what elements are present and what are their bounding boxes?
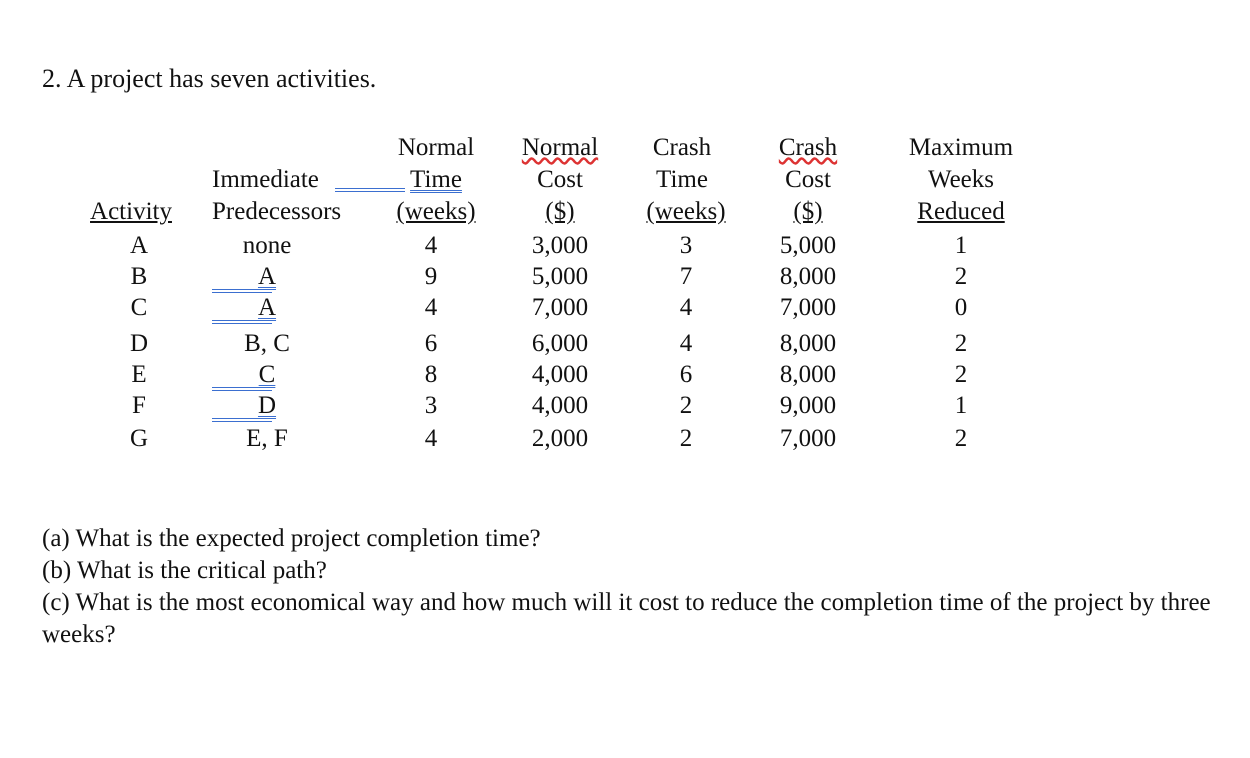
header-activity: Activity <box>90 198 172 225</box>
cell-normal-time: 4 <box>424 232 438 259</box>
header-max-weeks-1: Maximum <box>908 134 1014 161</box>
cell-predecessor: E, F <box>246 425 288 452</box>
cell-normal-cost: 6,000 <box>531 330 589 357</box>
question-a: (a) What is the expected project completion time? <box>42 525 541 552</box>
header-normal-time-1: Normal <box>397 134 475 161</box>
cell-normal-cost: 7,000 <box>531 294 589 321</box>
header-crash-cost-3: ($) <box>793 198 823 225</box>
cell-activity: F <box>132 392 146 419</box>
cell-crash-cost: 7,000 <box>779 425 837 452</box>
cell-activity: E <box>131 361 147 388</box>
cell-normal-cost: 4,000 <box>531 392 589 419</box>
cell-crash-time: 6 <box>679 361 693 388</box>
cell-normal-time: 9 <box>424 263 438 290</box>
predecessor-double-line <box>212 418 272 422</box>
predecessor-text: A <box>257 263 277 290</box>
predecessor-text: D <box>257 392 277 419</box>
header-crash-cost-1: Crash <box>778 134 838 161</box>
question-b: (b) What is the critical path? <box>42 557 327 584</box>
cell-activity: C <box>130 294 148 321</box>
cell-crash-time: 2 <box>679 425 693 452</box>
predecessor-text: A <box>257 294 277 321</box>
cell-max-weeks: 1 <box>954 232 968 259</box>
header-crash-time-2: Time <box>656 166 708 193</box>
question-c: (c) What is the most economical way and how much will it cost to reduce the completion time of the project by three weeks? <box>42 589 1211 648</box>
cell-crash-cost: 8,000 <box>779 361 837 388</box>
header-crash-time-3: (weeks) <box>646 198 726 225</box>
problem-title: 2. A project has seven activities. <box>42 64 377 93</box>
questions <box>42 523 1222 651</box>
header-crash-cost-2: Cost <box>785 166 831 193</box>
cell-normal-cost: 4,000 <box>531 361 589 388</box>
cell-normal-time: 4 <box>424 425 438 452</box>
cell-normal-time: 3 <box>424 392 438 419</box>
cell-max-weeks: 0 <box>954 294 968 321</box>
cell-crash-cost: 7,000 <box>779 294 837 321</box>
header-crash-time-1: Crash <box>652 134 712 161</box>
header-max-weeks-3: Reduced <box>917 198 1005 225</box>
cell-normal-time: 4 <box>424 294 438 321</box>
header-normal-time-3: (weeks) <box>396 198 476 225</box>
cell-max-weeks: 2 <box>954 425 968 452</box>
cell-max-weeks: 1 <box>954 392 968 419</box>
cell-activity: D <box>129 330 149 357</box>
cell-normal-time: 8 <box>424 361 438 388</box>
cell-normal-cost: 5,000 <box>531 263 589 290</box>
header-predecessors: Predecessors <box>212 198 342 225</box>
cell-crash-cost: 8,000 <box>779 263 837 290</box>
cell-max-weeks: 2 <box>954 330 968 357</box>
cell-crash-time: 7 <box>679 263 693 290</box>
cell-activity: G <box>129 425 149 452</box>
header-normal-time-2: Time <box>410 166 462 193</box>
cell-crash-time: 2 <box>679 392 693 419</box>
cell-crash-cost: 9,000 <box>779 392 837 419</box>
cell-max-weeks: 2 <box>954 361 968 388</box>
cell-max-weeks: 2 <box>954 263 968 290</box>
cell-crash-time: 4 <box>679 330 693 357</box>
cell-activity: B <box>130 263 148 290</box>
cell-crash-time: 3 <box>679 232 693 259</box>
cell-normal-cost: 2,000 <box>531 425 589 452</box>
header-immediate: Immediate <box>212 166 319 193</box>
cell-activity: A <box>129 232 149 259</box>
cell-crash-cost: 8,000 <box>779 330 837 357</box>
header-normal-cost-3: ($) <box>545 198 575 225</box>
header-normal-cost-1: Normal <box>521 134 599 161</box>
cell-normal-time: 6 <box>424 330 438 357</box>
cell-normal-cost: 3,000 <box>531 232 589 259</box>
header-normal-cost-2: Cost <box>537 166 583 193</box>
cell-predecessor: B, C <box>244 330 290 357</box>
predecessor-text: C <box>258 361 276 388</box>
predecessor-double-line <box>212 320 272 324</box>
cell-crash-time: 4 <box>679 294 693 321</box>
header-max-weeks-2: Weeks <box>927 166 994 193</box>
cell-predecessor: none <box>242 232 292 259</box>
cell-crash-cost: 5,000 <box>779 232 837 259</box>
